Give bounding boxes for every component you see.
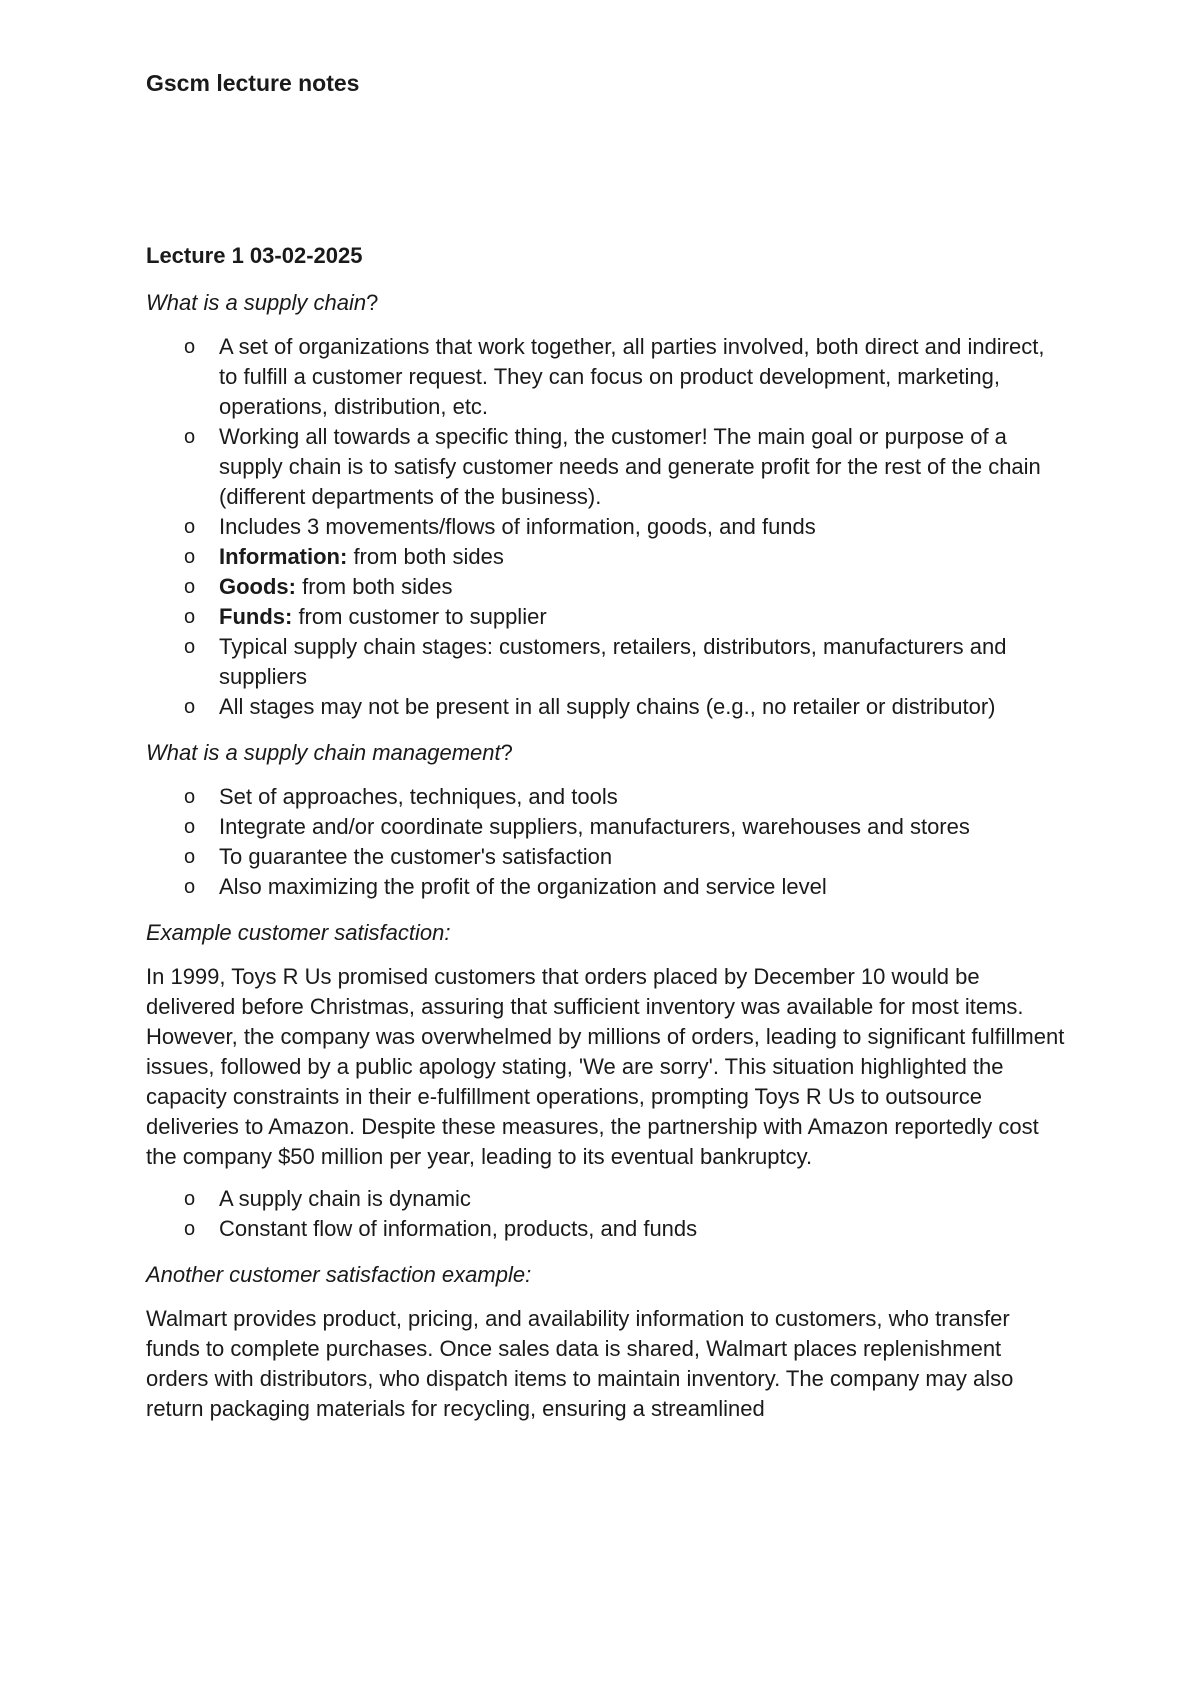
list-item-term: Funds: [219,604,293,629]
bullet-marker-icon: o [184,816,196,838]
bullet-marker-icon: o [184,606,196,628]
list-item [146,872,1066,902]
section-heading-example: Example customer satisfaction: [146,920,451,945]
section-question-scm [146,738,1066,768]
list-item [146,812,1066,842]
list-item-text: from customer to supplier [292,604,547,629]
list-item [146,782,1066,812]
bullet-marker-icon: o [184,786,196,808]
question-mark: ? [500,740,513,765]
question-mark: ? [366,290,379,315]
bullet-marker-icon: o [184,846,196,868]
list-item-term: Information: [219,544,348,569]
list-item [146,1184,1066,1214]
document-title: Gscm lecture notes [146,70,360,96]
bullet-marker-icon: o [184,876,196,898]
document-body [146,288,1066,1436]
list-item [146,542,1066,572]
list-item-text: To guarantee the customer's satisfaction [219,844,613,869]
bullet-marker-icon: o [184,1218,196,1240]
list-item [146,512,1066,542]
list-item-text: Working all towards a specific thing, the customer! The main goal or purpose of a supply chain is to satisfy customer needs and generate profit for the rest of the chain (different departments of the business). [219,424,1041,509]
bullet-marker-icon: o [184,696,196,718]
list-item [146,1214,1066,1244]
list-item-text: Also maximizing the profit of the organization and service level [219,874,827,899]
bullet-marker-icon: o [184,516,196,538]
list-item [146,602,1066,632]
list-item-text: Includes 3 movements/flows of information, goods, and funds [219,514,816,539]
paragraph-toys-r-us: In 1999, Toys R Us promised customers that orders placed by December 10 would be delivered before Christmas, assuring that sufficient inventory was available for most items. However, the company was overwhelmed by millions of orders, leading to significant fulfillment issues, followed by a public apology stating, 'We are sorry'. This situation highlighted the capacity constraints in their e-fulfillment operations, prompting Toys R Us to outsource deliveries to Amazon. Despite these measures, the partnership with Amazon reportedly cost the company $50 million per year, leading to its eventual bankruptcy. [146,964,1065,1169]
section-heading-another-example: Another customer satisfaction example: [146,1262,532,1287]
list-item-text: Constant flow of information, products, and funds [219,1216,698,1241]
list-item-text: from both sides [296,574,453,599]
list-item [146,842,1066,872]
bullet-list [146,1184,1066,1244]
list-item [146,572,1066,602]
list-item-text: All stages may not be present in all supply chains (e.g., no retailer or distributor) [219,694,996,719]
bullet-list [146,332,1066,722]
paragraph-walmart: Walmart provides product, pricing, and availability information to customers, who transfer funds to complete purchases. Once sales data is shared, Walmart places replenishment orders with distributors, who dispatch items to maintain inventory. The company may also return packaging materials for recycling, ensuring a streamlined [146,1306,1014,1421]
list-item-term: Goods: [219,574,296,599]
list-item-text: A set of organizations that work together, all parties involved, both direct and indirect, to fulfill a customer request. They can focus on product development, marketing, operations, distribution, etc. [219,334,1045,419]
list-item [146,692,1066,722]
lecture-heading: Lecture 1 03-02-2025 [146,243,363,268]
bullet-marker-icon: o [184,576,196,598]
bullet-marker-icon: o [184,426,196,448]
bullet-marker-icon: o [184,636,196,658]
list-item [146,422,1066,512]
section-question-supply-chain [146,288,1066,318]
list-item-text: from both sides [347,544,504,569]
list-item [146,332,1066,422]
list-item-text: A supply chain is dynamic [219,1186,471,1211]
list-item [146,632,1066,692]
bullet-marker-icon: o [184,1188,196,1210]
bullet-list [146,782,1066,902]
bullet-marker-icon: o [184,336,196,358]
bullet-marker-icon: o [184,546,196,568]
list-item-text: Integrate and/or coordinate suppliers, manufacturers, warehouses and stores [219,814,970,839]
list-item-text: Typical supply chain stages: customers, retailers, distributors, manufacturers and suppliers [219,634,1007,689]
question-text: What is a supply chain management [146,740,501,765]
list-item-text: Set of approaches, techniques, and tools [219,784,618,809]
question-text: What is a supply chain [146,290,367,315]
